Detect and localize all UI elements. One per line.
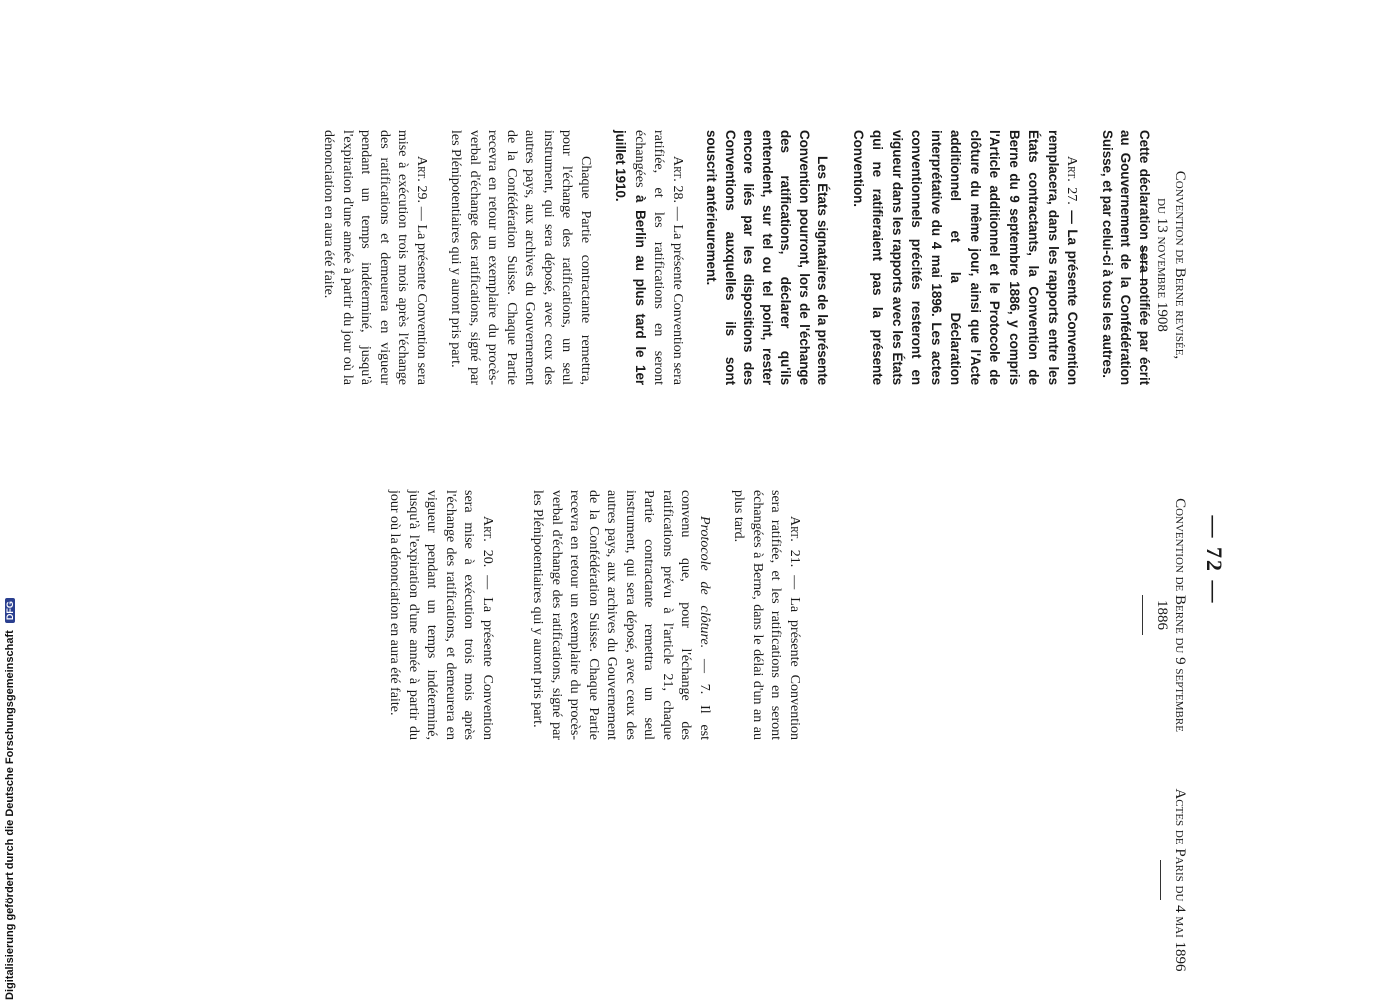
art27-label: Art. 27. bbox=[1064, 156, 1080, 205]
art21-label: Art. 21. bbox=[787, 516, 802, 568]
berne-1908-title-line2: du 13 novembre 1908 bbox=[1154, 198, 1170, 332]
column-berne-1886 bbox=[369, 490, 803, 740]
protocole-label: Protocole de clôture. bbox=[697, 516, 712, 649]
paris-acts-title: Actes de Paris du 4 mai 1896 bbox=[1172, 788, 1188, 972]
protocole-cloture bbox=[528, 490, 713, 740]
dfg-logo: DFG bbox=[5, 598, 15, 623]
art28-label: Art. 28. bbox=[670, 156, 685, 204]
art27-text: — La présente Convention remplacera, dans les rapports entre les États contractants, la Convention de Berne du 9 septembre 1886, y compris l'Article additionnel et le Protocole de clôture du même jour, ainsi que l'Acte additionnel et la Déclaration interprétative du 4 mai 1896. Les actes conventionnels précités resteront en vigueur dans les rapports avec les États qui ne ratifieraient pas la présente Convention. bbox=[851, 130, 1081, 385]
header-berne-1886 bbox=[1142, 490, 1189, 740]
art29-text: — La présente Convention sera mise à exécution trois mois après l'échange des ratifications et demeurera en vigueur pendant un temps indéterminé, jusqu'à l'expiration d'une année à partir du jour où la dénonciation en aura été faite. bbox=[321, 130, 429, 386]
art28-text-b: à Berlin au plus tard le 1er juillet 1910. bbox=[613, 130, 648, 386]
column-berne-1908 bbox=[303, 130, 1153, 385]
article-21 bbox=[729, 490, 803, 740]
art29-label: Art. 29. bbox=[414, 156, 429, 204]
document-page bbox=[93, 130, 1233, 990]
article-27 bbox=[848, 130, 1082, 385]
digitization-credit bbox=[4, 598, 16, 1000]
article-29 bbox=[319, 130, 430, 385]
berne-1886-title: Convention de Berne du 9 septembre 1886 bbox=[1154, 498, 1188, 732]
header-paris-acts bbox=[1160, 770, 1189, 990]
art20-label: Art. 20. bbox=[480, 516, 495, 568]
header-rule bbox=[1160, 860, 1161, 900]
berne-1908-title-line1: Convention de Berne revisée, bbox=[1172, 170, 1188, 360]
protocole-text: — 7. Il est convenu que, pour l'échange des ratifications prévu à l'article 21, chaque Partie contractante remettra un seul instrument, qui sera déposé, avec ceux des autres pays, aux archives du Gouvernement de la Confédération Suisse. Chaque Partie recevra en retour un exemplaire du procès-verbal d'échange des ratifications, signé par les Plénipotentiaires qui y auront pris part. bbox=[530, 490, 712, 740]
art20-text: — La présente Convention sera mise à exécution trois mois après l'échange des ratifications, et demeurera en vigueur pendant un temps indéterminé, jusqu'à l'expiration d'une année à partir du jour où la dénonciation en aura été faite. bbox=[387, 490, 495, 740]
header-rule bbox=[1142, 595, 1143, 635]
declaration-notification: Cette déclaration sera notifiée par écrit au Gouvernement de la Confédération Suisse, et par celui-ci à tous les autres. bbox=[1100, 130, 1152, 385]
digitization-note: Digitalisierung gefördert durch die Deutsche Forschungsgemeinschaft bbox=[4, 630, 16, 1000]
article-28-para2: Chaque Partie contractante remettra, pour l'échange des ratifications, un seul instrument, qui sera déposé, avec ceux des autres pays, aux archives du Gouvernement de la Confédération Suisse. Chaque Partie recevra en retour un exemplaire du procès-verbal d'échange des ratifications, signé par les Plénipotentiaires qui y auront pris part. bbox=[448, 130, 593, 385]
article-28 bbox=[610, 130, 686, 385]
page-number: — 72 — bbox=[1202, 515, 1227, 605]
art21-text: — La présente Convention sera ratifiée, et les ratifications en seront échangées à Berne, dans le délai d'un an au plus tard. bbox=[731, 490, 802, 740]
article-20 bbox=[385, 490, 496, 740]
art28-text-a: — La présente Convention sera ratifiée, et les ratifications en seront échangées bbox=[632, 130, 685, 386]
signatories-paragraph: Les États signataires de la présente Convention pourront, lors de l'échange des ratifications, déclarer qu'ils entendent, sur tel ou tel point, rester encore liés par les dispositions des Conventions auxquelles ils sont souscrit antérieurement. bbox=[704, 130, 831, 385]
